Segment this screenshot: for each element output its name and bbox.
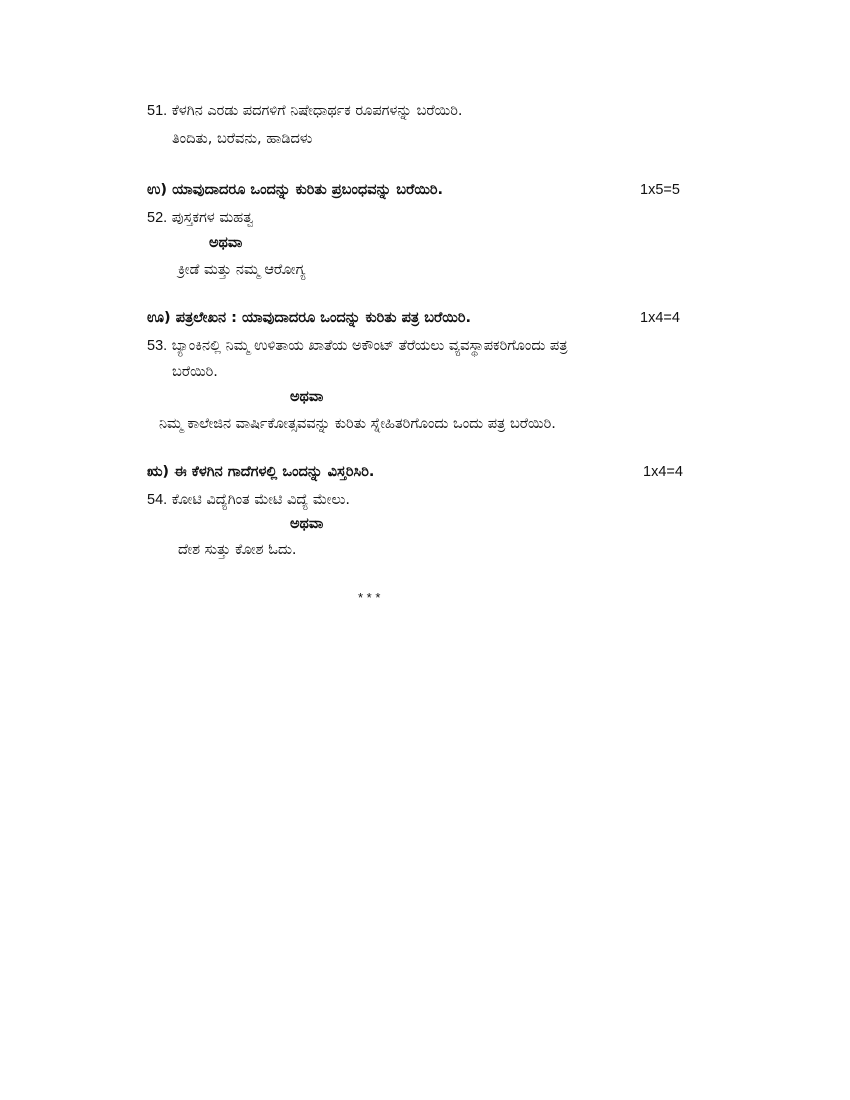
- section-oo-heading: ಊ) ಪತ್ರಲೇಖನ : ಯಾವುದಾದರೂ ಒಂದನ್ನು ಕುರಿತು ಪತ್ರ ಬರೆಯಿರಿ.: [147, 310, 472, 326]
- q53-line: [147, 336, 568, 356]
- q54-line: [147, 490, 350, 510]
- q53-text-line1: ಬ್ಯಾಂಕಿನಲ್ಲಿ ನಿಮ್ಮ ಉಳಿತಾಯ ಖಾತೆಯ ಅಕೌಂಟ್ ತೆರೆಯಲು ವ್ಯವಸ್ಥಾಪಕರಿಗೊಂದು ಪತ್ರ: [171, 338, 568, 354]
- section-u-heading: ಉ) ಯಾವುದಾದರೂ ಒಂದನ್ನು ಕುರಿತು ಪ್ರಬಂಧವನ್ನು ಬರೆಯಿರಿ.: [147, 182, 444, 198]
- q52-text: ಪುಸ್ತಕಗಳ ಮಹತ್ವ: [171, 210, 254, 226]
- section-ru-heading: ಋ) ಈ ಕೆಳಗಿನ ಗಾದೆಗಳಲ್ಲಿ ಒಂದನ್ನು ವಿಸ್ತರಿಸಿರಿ.: [147, 464, 375, 480]
- q51-number: 51.: [147, 103, 168, 119]
- q52-or: ಅಥವಾ: [209, 235, 243, 251]
- q51-words: ತಿಂದಿತು, ಬರೆವನು, ಹಾಡಿದಳು: [172, 131, 313, 147]
- q54-or: ಅಥವಾ: [290, 516, 324, 532]
- q53-or: ಅಥವಾ: [290, 389, 324, 405]
- q52-number: 52.: [147, 210, 168, 226]
- q52-line: [147, 208, 254, 228]
- section-oo-marks: 1x4=4: [640, 310, 680, 326]
- q53-text-line2: ಬರೆಯಿರಿ.: [172, 364, 218, 380]
- q54-text: ಕೋಟಿ ವಿದ್ಯೆಗಿಂತ ಮೇಟಿ ವಿದ್ಯೆ ಮೇಲು.: [171, 492, 351, 508]
- q53-number: 53.: [147, 338, 168, 354]
- q53-alt: ನಿಮ್ಮ ಕಾಲೇಜಿನ ವಾರ್ಷಿಕೋತ್ಸವವನ್ನು ಕುರಿತು ಸ್ನೇಹಿತರಿಗೊಂದು ಒಂದು ಪತ್ರ ಬರೆಯಿರಿ.: [159, 416, 556, 432]
- section-u-marks: 1x5=5: [640, 182, 680, 198]
- section-ru-marks: 1x4=4: [643, 464, 683, 480]
- q51-text: ಕೆಳಗಿನ ಎರಡು ಪದಗಳಿಗೆ ನಿಷೇಧಾರ್ಥಕ ರೂಪಗಳನ್ನು ಬರೆಯಿರಿ.: [171, 103, 463, 119]
- end-mark: * * *: [358, 590, 381, 605]
- q54-alt: ದೇಶ ಸುತ್ತು ಕೋಶ ಓದು.: [178, 542, 297, 558]
- q54-number: 54.: [147, 492, 168, 508]
- q51-line: [147, 101, 463, 121]
- q52-alt: ಕ್ರೀಡೆ ಮತ್ತು ನಮ್ಮ ಆರೋಗ್ಯ: [178, 262, 306, 278]
